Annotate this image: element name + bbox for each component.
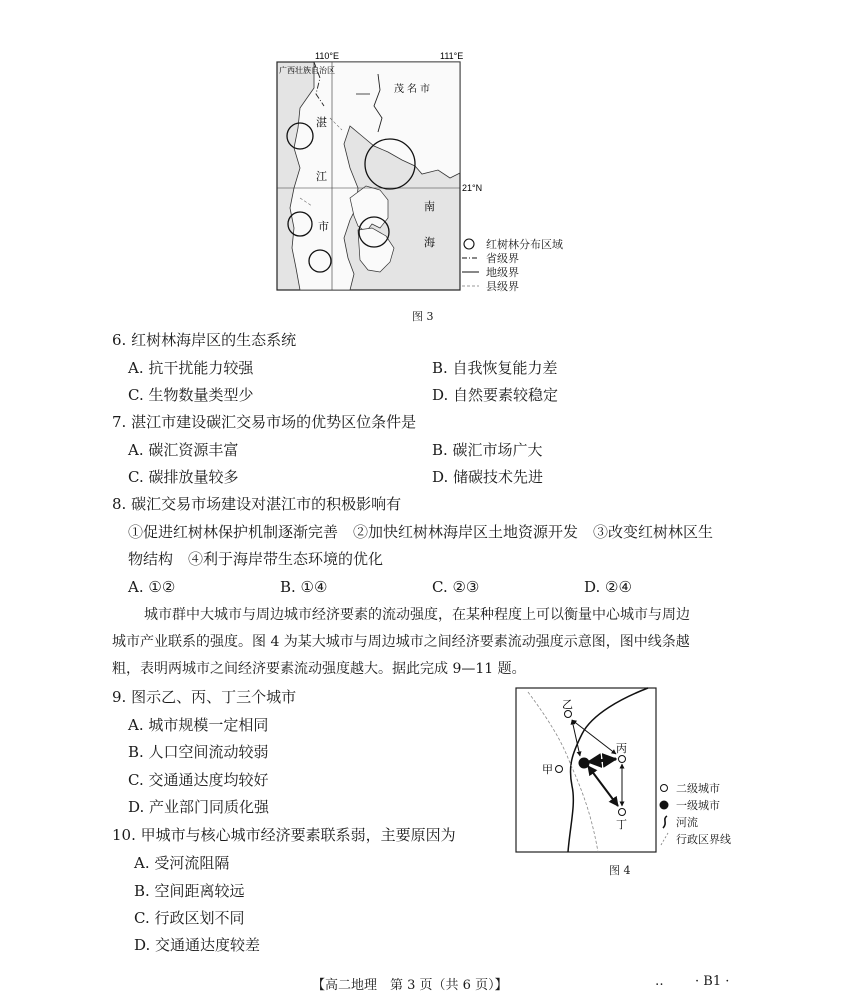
legend-label: 行政区界线 xyxy=(676,832,731,846)
legend-label: 省级界 xyxy=(486,252,519,265)
dash-dot-line-icon xyxy=(462,252,480,264)
figure-4-caption: 图 4 xyxy=(609,864,631,877)
question-8-option-c[interactable]: C. ②③ xyxy=(432,578,480,596)
legend-label: 二级城市 xyxy=(676,781,720,795)
question-7-stem: 7. 湛江市建设碳汇交易市场的优势区位条件是 xyxy=(112,413,417,431)
question-6-option-c[interactable]: C. 生物数量类型少 xyxy=(128,386,254,404)
lon-110-label: 110°E xyxy=(315,51,339,61)
figure-4-diagram xyxy=(512,686,660,854)
city-yi-label: 乙 xyxy=(562,698,573,711)
question-10-option-a[interactable]: A. 受河流阻隔 xyxy=(134,854,230,872)
question-6-option-a[interactable]: A. 抗干扰能力较强 xyxy=(128,359,254,377)
question-7-option-a[interactable]: A. 碳汇资源丰富 xyxy=(128,441,239,459)
city-jia-label: 甲 xyxy=(542,763,553,776)
question-10-option-d[interactable]: D. 交通通达度较差 xyxy=(134,936,261,954)
jiang-label: 江 xyxy=(316,170,327,183)
question-8-stem: 8. 碳汇交易市场建设对湛江市的积极影响有 xyxy=(112,495,402,513)
page-footer-title: 【高二地理 第 3 页（共 6 页）】 xyxy=(312,978,508,993)
question-7-option-b[interactable]: B. 碳汇市场广大 xyxy=(432,441,543,459)
lon-111-label: 111°E xyxy=(440,51,464,61)
legend-item-county xyxy=(462,279,582,293)
guangxi-label: 广西壮族自治区 xyxy=(279,66,335,75)
figure-3-caption: 图 3 xyxy=(412,310,434,323)
question-9-option-a[interactable]: A. 城市规模一定相同 xyxy=(128,716,269,734)
hai-label: 海 xyxy=(424,236,435,249)
city-ding-label: 丁 xyxy=(616,818,627,831)
city-jia-marker xyxy=(556,766,563,773)
hollow-circle-icon xyxy=(658,782,672,794)
question-10-stem: 10. 甲城市与核心城市经济要素联系弱，主要原因为 xyxy=(112,826,456,844)
shi-label: 市 xyxy=(318,220,329,233)
legend-item-primary-city xyxy=(658,796,748,813)
city-ding-marker xyxy=(619,809,626,816)
question-8-option-b[interactable]: B. ①④ xyxy=(280,578,328,596)
question-6-option-d[interactable]: D. 自然要素较稳定 xyxy=(432,386,559,404)
question-9-option-b[interactable]: B. 人口空间流动较弱 xyxy=(128,743,269,761)
core-city-marker xyxy=(579,758,590,769)
question-8-statements-line-2: 物结构 ④利于海岸带生态环境的优化 xyxy=(128,550,384,568)
passage-line-1: 城市群中大城市与周边城市经济要素的流动强度，在某种程度上可以衡量中心城市与周边 xyxy=(144,607,690,623)
question-7-option-c[interactable]: C. 碳排放量较多 xyxy=(128,468,239,486)
question-7-option-d[interactable]: D. 储碳技术先进 xyxy=(432,468,544,486)
dashed-line-icon xyxy=(462,280,480,292)
legend-label: 河流 xyxy=(676,815,698,829)
figure-3-legend xyxy=(462,237,582,293)
legend-item-mangrove xyxy=(462,237,582,251)
legend-label: 县级界 xyxy=(486,280,519,293)
legend-item-provincial xyxy=(462,251,582,265)
passage-line-3: 粗，表明两城市之间经济要素流动强度越大。据此完成 9—11 题。 xyxy=(112,661,526,677)
legend-label: 红树林分布区域 xyxy=(486,238,563,251)
legend-item-admin-boundary xyxy=(658,830,748,847)
city-bing-marker xyxy=(619,756,626,763)
city-yi-marker xyxy=(565,711,572,718)
page-footer-code: · B1 · xyxy=(695,974,730,989)
river-icon xyxy=(658,815,672,829)
circle-icon xyxy=(462,238,480,250)
figure-4-frame xyxy=(516,688,656,852)
filled-circle-icon xyxy=(658,799,672,811)
zhan-label: 湛 xyxy=(316,116,327,129)
figure-4-legend xyxy=(658,779,748,847)
solid-line-icon xyxy=(462,266,480,278)
maoming-label: 茂名市 xyxy=(394,84,433,95)
page-footer-mark: ‥ xyxy=(655,974,664,989)
question-8-statements-line-1: ①促进红树林保护机制逐渐完善 ②加快红树林海岸区土地资源开发 ③改变红树林区生 xyxy=(128,523,714,541)
legend-item-prefecture xyxy=(462,265,582,279)
nan-label: 南 xyxy=(424,200,435,213)
legend-label: 一级城市 xyxy=(676,798,720,812)
question-8-option-a[interactable]: A. ①② xyxy=(128,578,176,596)
dashed-line-icon xyxy=(658,832,672,846)
legend-item-secondary-city xyxy=(658,779,748,796)
question-9-option-d[interactable]: D. 产业部门同质化强 xyxy=(128,798,270,816)
city-bing-label: 丙 xyxy=(616,742,627,755)
question-10-option-c[interactable]: C. 行政区划不同 xyxy=(134,909,245,927)
question-6-stem: 6. 红树林海岸区的生态系统 xyxy=(112,331,297,349)
question-10-option-b[interactable]: B. 空间距离较远 xyxy=(134,882,245,900)
question-9-stem: 9. 图示乙、丙、丁三个城市 xyxy=(112,688,297,706)
question-6-option-b[interactable]: B. 自我恢复能力差 xyxy=(432,359,558,377)
question-8-option-d[interactable]: D. ②④ xyxy=(584,578,632,596)
legend-item-river xyxy=(658,813,748,830)
legend-label: 地级界 xyxy=(486,266,519,279)
passage-line-2: 城市产业联系的强度。图 4 为某大城市与周边城市之间经济要素流动强度示意图，图中线条越 xyxy=(112,634,690,650)
question-9-option-c[interactable]: C. 交通通达度均较好 xyxy=(128,771,269,789)
lat-21-label: 21°N xyxy=(462,183,483,193)
figure-4 xyxy=(512,686,660,854)
